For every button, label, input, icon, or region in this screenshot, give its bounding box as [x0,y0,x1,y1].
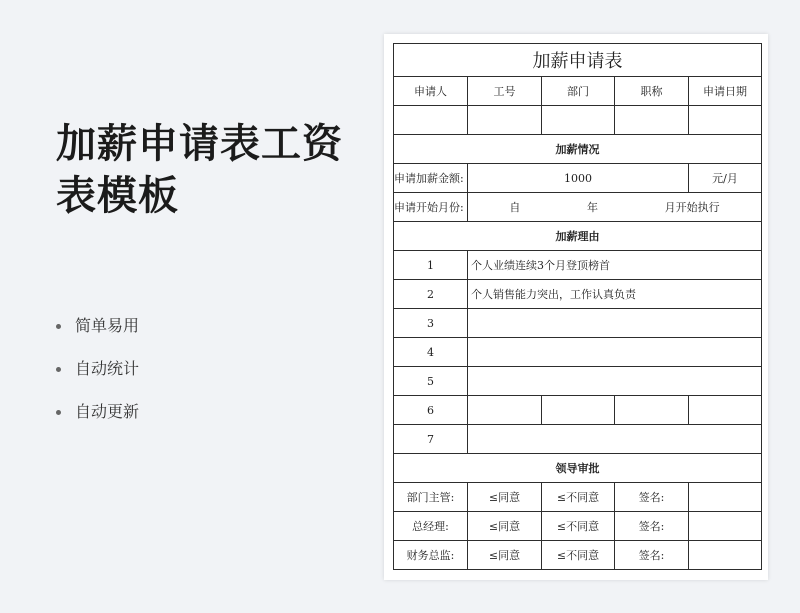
form-title: 加薪申请表 [394,44,762,77]
page-title [56,118,343,222]
reason-number: 1 [394,251,468,280]
section-raise: 加薪情况 [394,135,762,164]
approval-disagree[interactable]: ≤不同意 [542,512,615,541]
start-year-text: 年 [586,201,598,214]
feature-item [56,312,139,355]
approval-disagree[interactable]: ≤不同意 [542,541,615,570]
table-row [394,106,762,135]
section-reason: 加薪理由 [394,222,762,251]
reason-number: 4 [394,338,468,367]
approval-sign-label: 签名: [615,541,689,570]
reason-cell[interactable] [542,396,615,425]
reason-cell[interactable] [468,396,542,425]
page-title-line2: 表模板 [56,173,179,219]
table-row [394,44,762,77]
approval-agree[interactable]: ≤同意 [468,541,542,570]
approval-agree[interactable]: ≤同意 [468,483,542,512]
table-row [394,396,762,425]
approval-role: 财务总监: [394,541,468,570]
table-row [394,367,762,396]
applicant-cell[interactable] [394,106,468,135]
start-from-text: 自 [509,201,521,214]
amount-label: 申请加薪金额: [394,164,468,193]
table-row [394,512,762,541]
table-row [394,541,762,570]
reason-text[interactable] [468,367,762,396]
feature-list [56,312,139,441]
approval-sign-label: 签名: [615,483,689,512]
table-row [394,280,762,309]
approval-role: 总经理: [394,512,468,541]
amount-unit: 元/月 [689,164,762,193]
start-month-text: 月开始执行 [664,201,720,214]
table-row [394,425,762,454]
raise-application-table [393,43,762,570]
reason-number: 5 [394,367,468,396]
table-row [394,251,762,280]
table-row [394,338,762,367]
reason-number: 7 [394,425,468,454]
reason-cell[interactable] [689,396,762,425]
reason-number: 2 [394,280,468,309]
approval-agree[interactable]: ≤同意 [468,512,542,541]
table-row [394,309,762,338]
bullet-dot-icon [56,410,61,415]
reason-text[interactable]: 个人销售能力突出，工作认真负责 [468,280,762,309]
reason-text[interactable]: 个人业绩连续3个月登顶榜首 [468,251,762,280]
header-job-title: 职称 [615,77,689,106]
reason-text[interactable] [468,425,762,454]
approval-sign-cell[interactable] [689,541,762,570]
reason-text[interactable] [468,338,762,367]
header-employee-id: 工号 [468,77,542,106]
feature-label: 自动更新 [75,402,140,421]
reason-cell[interactable] [615,396,689,425]
approval-sign-cell[interactable] [689,483,762,512]
amount-value[interactable]: 1000 [468,164,689,193]
approval-sign-label: 签名: [615,512,689,541]
header-applicant: 申请人 [394,77,468,106]
apply-date-cell[interactable] [689,106,762,135]
reason-text[interactable] [468,309,762,338]
reason-number: 6 [394,396,468,425]
header-apply-date: 申请日期 [689,77,762,106]
table-row [394,483,762,512]
start-month-cell[interactable] [468,193,762,222]
table-row [394,135,762,164]
feature-item [56,355,139,398]
reason-number: 3 [394,309,468,338]
bullet-dot-icon [56,324,61,329]
header-department: 部门 [542,77,615,106]
start-month-label: 申请开始月份: [394,193,468,222]
approval-sign-cell[interactable] [689,512,762,541]
section-approval: 领导审批 [394,454,762,483]
feature-item [56,398,139,441]
table-row [394,77,762,106]
approval-disagree[interactable]: ≤不同意 [542,483,615,512]
table-row [394,193,762,222]
page-title-line1: 加薪申请表工资 [56,121,343,167]
table-row [394,454,762,483]
employee-id-cell[interactable] [468,106,542,135]
feature-label: 简单易用 [75,316,140,335]
form-preview [384,34,768,580]
table-row [394,222,762,251]
department-cell[interactable] [542,106,615,135]
feature-label: 自动统计 [75,359,140,378]
bullet-dot-icon [56,367,61,372]
approval-role: 部门主管: [394,483,468,512]
job-title-cell[interactable] [615,106,689,135]
table-row [394,164,762,193]
